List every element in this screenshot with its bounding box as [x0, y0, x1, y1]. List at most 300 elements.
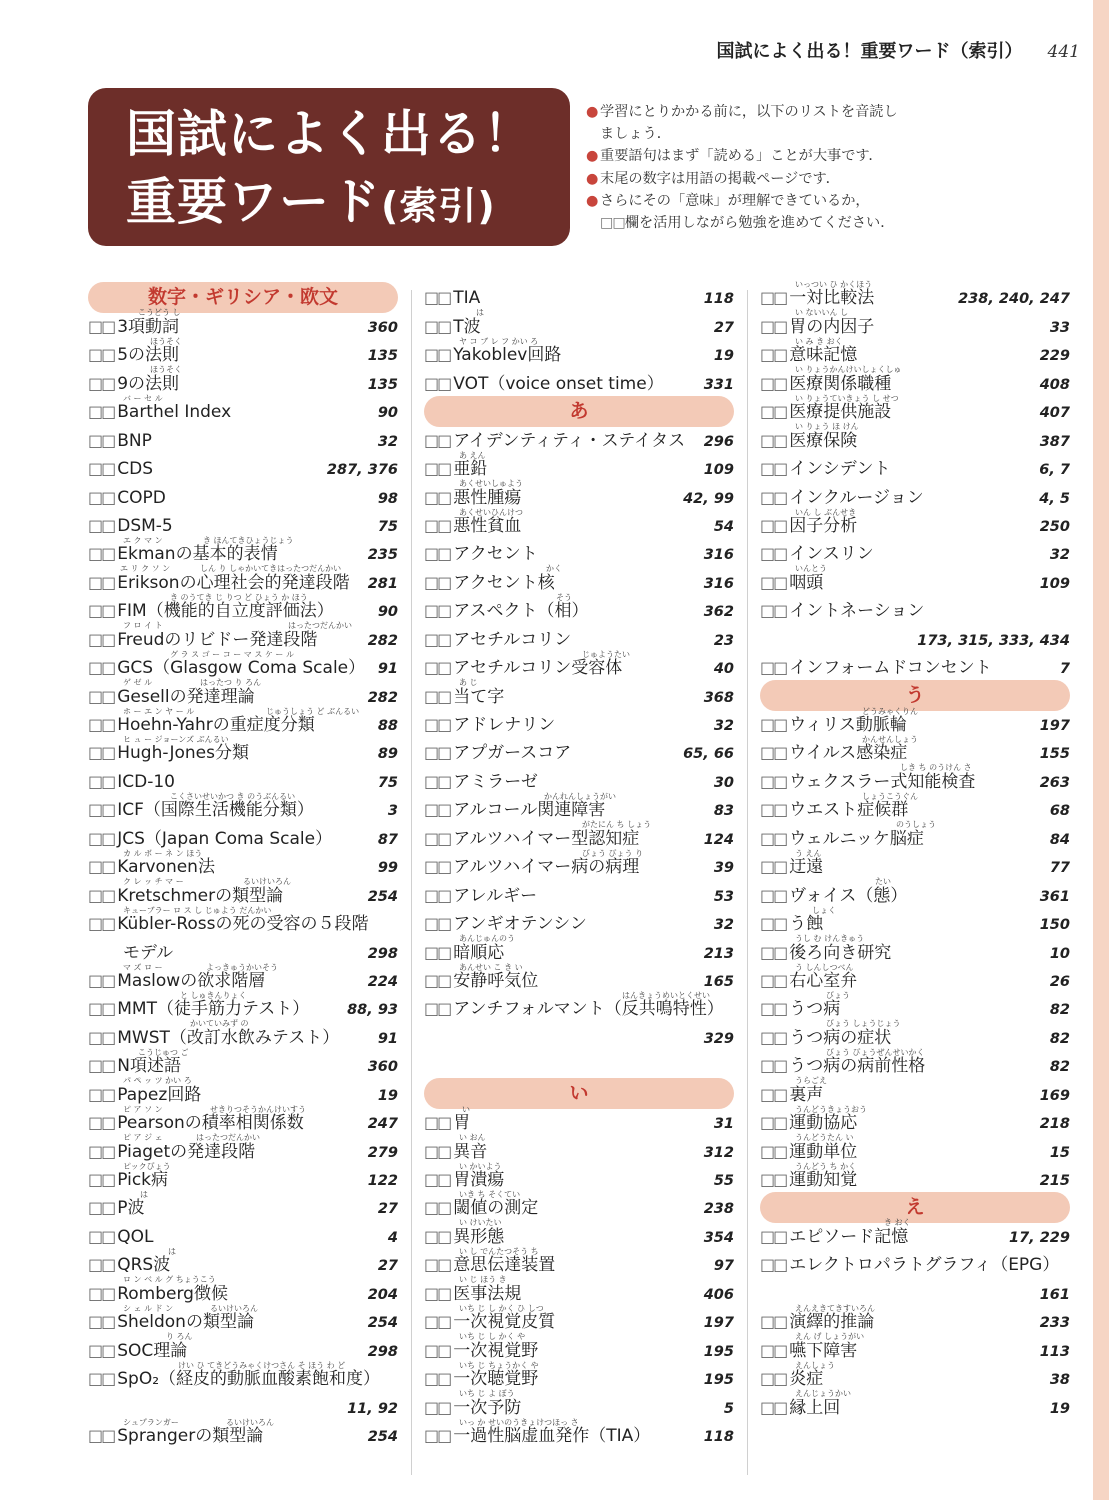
- checkbox-pair[interactable]: □□: [424, 743, 451, 763]
- checkbox-pair[interactable]: □□: [88, 487, 115, 507]
- index-term: [88, 829, 332, 849]
- ruby-text: ヒ ュ ー ジョーンズ ぶんるい: [123, 735, 229, 744]
- checkbox-pair[interactable]: □□: [424, 515, 451, 535]
- page-ref: 169: [1039, 1087, 1070, 1104]
- checkbox-pair[interactable]: □□: [424, 459, 451, 479]
- checkbox-pair[interactable]: □□: [424, 1255, 451, 1275]
- checkbox-pair[interactable]: □□: [424, 1283, 451, 1303]
- checkbox-pair[interactable]: □□: [760, 601, 787, 621]
- index-term: [424, 999, 724, 1019]
- index-term: [88, 886, 283, 906]
- checkbox-pair[interactable]: □□: [88, 1255, 115, 1275]
- checkbox-pair[interactable]: □□: [760, 402, 787, 422]
- ruby-text: いき ち そくてい: [459, 1190, 521, 1199]
- page-ref: 33: [1049, 319, 1070, 336]
- index-term: [760, 715, 907, 735]
- checkbox-pair[interactable]: □□: [424, 1369, 451, 1389]
- checkbox-pair[interactable]: □□: [424, 1198, 451, 1218]
- index-term-text: MMT（徒手筋力テスト）: [117, 999, 310, 1020]
- checkbox-pair[interactable]: □□: [424, 800, 451, 820]
- index-entry: [760, 1077, 1070, 1105]
- checkbox-pair[interactable]: □□: [88, 1170, 115, 1189]
- checkbox-pair[interactable]: □□: [760, 857, 787, 877]
- checkbox-pair[interactable]: □□: [88, 544, 115, 564]
- checkbox-pair[interactable]: □□: [424, 1340, 451, 1360]
- index-entry: [88, 1305, 398, 1333]
- index-term-text: アルツハイマー型認知症: [453, 828, 640, 849]
- ruby-text: い りょうかんけいしょくしゅ: [795, 365, 902, 375]
- checkbox-pair[interactable]: □□: [88, 1369, 115, 1389]
- checkbox-pair[interactable]: □□: [424, 1226, 451, 1246]
- index-entry: [88, 622, 398, 650]
- checkbox-pair[interactable]: □□: [424, 658, 451, 678]
- intro-text: 末尾の数字は用語の掲載ページです．: [600, 170, 840, 187]
- checkbox-pair[interactable]: □□: [88, 914, 115, 934]
- index-term-text: アスペクト（相）: [453, 601, 589, 622]
- index-term-text: アクセント核: [453, 572, 555, 593]
- index-term-text: うつ病: [789, 999, 841, 1020]
- checkbox-pair[interactable]: □□: [424, 1397, 451, 1417]
- index-entry: [88, 1248, 398, 1276]
- index-entry: [88, 1390, 398, 1418]
- checkbox-pair[interactable]: □□: [88, 1027, 115, 1047]
- checkbox-pair[interactable]: □□: [88, 715, 115, 734]
- checkbox-pair[interactable]: □□: [760, 1369, 787, 1389]
- checkbox-pair[interactable]: □□: [424, 544, 451, 564]
- index-term-text: ICD-10: [117, 771, 175, 792]
- index-term: [424, 800, 605, 820]
- checkbox-pair[interactable]: □□: [760, 1226, 787, 1246]
- page-ref: 17, 229: [1008, 1229, 1070, 1246]
- index-term: [760, 345, 857, 365]
- checkbox-pair[interactable]: □□: [88, 402, 115, 422]
- checkbox-pair[interactable]: □□: [760, 345, 787, 365]
- page-ref: 254: [367, 888, 398, 905]
- checkbox-pair[interactable]: □□: [88, 1084, 115, 1104]
- checkbox-pair[interactable]: □□: [88, 1056, 115, 1076]
- ruby-text: は: [476, 308, 484, 318]
- checkbox-pair[interactable]: □□: [760, 1113, 787, 1133]
- page-ref: 408: [1039, 376, 1070, 393]
- checkbox-pair[interactable]: □□: [424, 601, 451, 621]
- checkbox-pair[interactable]: □□: [760, 487, 787, 507]
- ruby-text: あくせいしゅよう: [459, 479, 523, 489]
- index-entry: [88, 1163, 398, 1191]
- checkbox-pair[interactable]: □□: [424, 288, 451, 308]
- index-term-text: ICF（国際生活機能分類）: [117, 800, 314, 821]
- section-heading: [760, 679, 1070, 707]
- checkbox-pair[interactable]: □□: [424, 1425, 451, 1445]
- page-ref: 235: [367, 547, 398, 564]
- page-ref: 213: [703, 945, 734, 962]
- index-term-text: アプガースコア: [453, 743, 572, 764]
- checkbox-pair[interactable]: □□: [424, 857, 451, 877]
- index-term-text: 異音: [453, 1141, 488, 1162]
- index-term-text: TIA: [453, 288, 481, 309]
- index-term-text: 炎症: [789, 1369, 824, 1390]
- checkbox-pair[interactable]: □□: [760, 743, 787, 763]
- index-term-text: 裏声: [789, 1084, 824, 1105]
- index-term: [424, 943, 504, 963]
- ruby-text: かんれんしょうがい: [544, 791, 616, 801]
- ruby-text: いち じ し かく ひ しつ: [459, 1303, 544, 1313]
- page-ref: 15: [1049, 1144, 1070, 1161]
- index-term: [424, 1198, 538, 1218]
- checkbox-pair[interactable]: □□: [88, 430, 115, 450]
- index-entry: [424, 679, 734, 707]
- index-term: [424, 743, 571, 763]
- checkbox-pair[interactable]: □□: [88, 1141, 115, 1161]
- page-ref: 113: [1039, 1343, 1070, 1360]
- intro-text: 重要語句はまず「読める」ことが大事です．: [600, 148, 883, 165]
- checkbox-pair[interactable]: □□: [760, 430, 787, 450]
- index-entry: [88, 1333, 398, 1361]
- checkbox-pair[interactable]: □□: [760, 373, 787, 393]
- ruby-text: ヤ コ ブ レ フ かい ろ: [459, 336, 539, 346]
- ruby-text: い し でんたつそう ち: [459, 1246, 539, 1256]
- index-term-text: Romberg徴候: [117, 1283, 228, 1304]
- index-entry: [88, 821, 398, 849]
- page-ref: 83: [713, 803, 734, 820]
- index-term: [760, 516, 857, 536]
- index-entry: [760, 1333, 1070, 1361]
- index-entry: [760, 1049, 1070, 1077]
- index-term: [424, 1426, 650, 1446]
- checkbox-pair[interactable]: □□: [760, 1027, 787, 1047]
- checkbox-pair[interactable]: □□: [88, 771, 115, 791]
- checkbox-pair[interactable]: □□: [424, 771, 451, 791]
- checkbox-pair[interactable]: □□: [760, 1141, 787, 1161]
- checkbox-pair[interactable]: □□: [760, 715, 787, 734]
- index-term-text: アイデンティティ・ステイタス: [453, 430, 686, 451]
- ruby-text: びょう びょうぜんせいかく: [826, 1047, 925, 1057]
- index-entry: [424, 281, 734, 309]
- checkbox-pair[interactable]: □□: [760, 1056, 787, 1076]
- index-term-text: Freudのリビドー発達段階: [117, 629, 318, 650]
- intro-item: [586, 190, 926, 234]
- page-ref: 82: [1049, 1059, 1070, 1076]
- title-box: [88, 88, 570, 246]
- index-entry: [88, 1049, 398, 1077]
- page-ref: 19: [1049, 1400, 1070, 1417]
- index-entry: [424, 622, 734, 650]
- page-ref: 40: [713, 661, 734, 678]
- ruby-text: シュプランガー: [123, 1417, 179, 1427]
- checkbox-pair[interactable]: □□: [424, 1170, 451, 1189]
- checkbox-pair[interactable]: □□: [88, 743, 115, 763]
- ruby-text: ゲ ゼ ル: [123, 678, 153, 688]
- index-entry: [88, 679, 398, 707]
- page-ref: 368: [703, 689, 734, 706]
- title-line-2-suffix: (索引): [381, 184, 496, 228]
- section-heading-label: い: [424, 1078, 734, 1109]
- checkbox-pair[interactable]: □□: [88, 515, 115, 535]
- index-term-text: T波: [453, 316, 481, 337]
- index-term: [760, 1028, 891, 1048]
- checkbox-icon: □□: [600, 215, 625, 232]
- index-term: [424, 1113, 470, 1133]
- ruby-text: ピ ア ソ ン: [123, 1104, 163, 1114]
- checkbox-pair[interactable]: □□: [88, 1425, 115, 1445]
- checkbox-pair[interactable]: □□: [760, 1084, 787, 1104]
- checkbox-pair[interactable]: □□: [424, 629, 451, 649]
- checkbox-pair[interactable]: □□: [424, 999, 451, 1019]
- ruby-text: がたにん ち しょう: [582, 820, 652, 830]
- page-ref: 118: [703, 1428, 734, 1445]
- index-term: [760, 1341, 857, 1361]
- index-term-text: 運動協応: [789, 1113, 858, 1134]
- page-ref: 122: [367, 1173, 398, 1189]
- checkbox-pair[interactable]: □□: [88, 1312, 115, 1332]
- page-ref: 27: [713, 319, 734, 336]
- index-term-text: MWST（改訂水飲みテスト）: [117, 1027, 340, 1048]
- index-entry: [424, 423, 734, 451]
- index-entry: [424, 1276, 734, 1304]
- intro-item: [586, 101, 926, 145]
- index-term: [88, 345, 179, 365]
- checkbox-pair[interactable]: □□: [88, 572, 115, 592]
- index-entry: [760, 992, 1070, 1020]
- checkbox-pair[interactable]: □□: [88, 373, 115, 393]
- ruby-text: ホ ー エ ン ヤ ー ル: [123, 706, 195, 716]
- checkbox-pair[interactable]: □□: [760, 658, 787, 678]
- bullet-icon: ●: [586, 170, 599, 187]
- checkbox-pair[interactable]: □□: [88, 970, 115, 990]
- page-ref: 30: [713, 774, 734, 791]
- page-ref: 282: [367, 632, 398, 649]
- page-ref: 27: [377, 1258, 398, 1275]
- checkbox-pair[interactable]: □□: [424, 914, 451, 934]
- index-entry: [760, 338, 1070, 366]
- ruby-text: バ ー セ ル: [123, 393, 163, 403]
- index-term: [760, 772, 975, 792]
- index-term: [760, 317, 874, 337]
- checkbox-pair[interactable]: □□: [760, 1340, 787, 1360]
- column-rule: [747, 290, 748, 1475]
- index-entry: [88, 1077, 398, 1105]
- index-term-text: Hugh-Jones分類: [117, 743, 249, 764]
- index-term: [424, 658, 622, 678]
- checkbox-pair[interactable]: □□: [424, 828, 451, 848]
- checkbox-pair[interactable]: □□: [760, 828, 787, 848]
- section-heading: [424, 1077, 734, 1105]
- index-entry: [760, 594, 1070, 622]
- ruby-text: ク レ ッ チ マ ー: [123, 877, 184, 887]
- checkbox-pair[interactable]: □□: [424, 715, 451, 734]
- ruby-text: あくせいひんけつ: [459, 507, 523, 517]
- checkbox-pair[interactable]: □□: [88, 629, 115, 649]
- index-entry: [424, 651, 734, 679]
- index-entry: [760, 764, 1070, 792]
- checkbox-pair[interactable]: □□: [760, 572, 787, 592]
- checkbox-pair[interactable]: □□: [760, 914, 787, 934]
- page-ref: 32: [713, 718, 734, 734]
- checkbox-pair[interactable]: □□: [424, 572, 451, 592]
- index-term-text: 亜鉛: [453, 459, 488, 480]
- index-term: [123, 943, 173, 963]
- checkbox-pair[interactable]: □□: [88, 316, 115, 336]
- checkbox-pair[interactable]: □□: [424, 345, 451, 365]
- index-entry: [760, 509, 1070, 537]
- checkbox-pair[interactable]: □□: [88, 459, 115, 479]
- section-heading-label: う: [760, 680, 1070, 711]
- page-ref: 124: [703, 831, 734, 848]
- page-ref: 250: [1039, 518, 1070, 535]
- checkbox-pair[interactable]: □□: [88, 658, 115, 678]
- checkbox-pair[interactable]: □□: [88, 601, 115, 621]
- index-term-text: うつ病の病前性格: [789, 1056, 926, 1077]
- checkbox-pair[interactable]: □□: [760, 1170, 787, 1189]
- checkbox-pair[interactable]: □□: [760, 1255, 787, 1275]
- page-ref: 90: [377, 604, 398, 621]
- checkbox-pair[interactable]: □□: [424, 487, 451, 507]
- index-term-text: う蝕: [789, 914, 824, 935]
- checkbox-pair[interactable]: □□: [760, 771, 787, 791]
- index-term-text: QOL: [117, 1226, 154, 1247]
- index-term: [88, 1170, 168, 1190]
- checkbox-pair[interactable]: □□: [88, 1226, 115, 1246]
- index-term-text: 暗順応: [453, 942, 505, 963]
- checkbox-pair[interactable]: □□: [88, 800, 115, 820]
- index-term: [424, 971, 538, 991]
- index-term: [760, 488, 924, 508]
- checkbox-pair[interactable]: □□: [760, 515, 787, 535]
- index-entry: [88, 395, 398, 423]
- checkbox-pair[interactable]: □□: [424, 970, 451, 990]
- index-term: [88, 431, 152, 451]
- ruby-text: き のうてき じ りつ ど ひょう か ほう: [170, 592, 308, 602]
- checkbox-pair[interactable]: □□: [424, 373, 451, 393]
- index-entry: [88, 1134, 398, 1162]
- ruby-text: じゅうしょう ど ぶんるい: [266, 706, 360, 716]
- spacer: [424, 1049, 734, 1077]
- index-term: [424, 1341, 538, 1361]
- checkbox-pair[interactable]: □□: [88, 828, 115, 848]
- ruby-text: う えん: [795, 848, 822, 858]
- page-ref: 118: [703, 291, 734, 308]
- ruby-text: カ ル ボ ー ネ ン ほう: [123, 848, 203, 858]
- page-ref: 4, 5: [1039, 490, 1070, 507]
- checkbox-pair[interactable]: □□: [760, 316, 787, 336]
- index-term-text: 一次視覚野: [453, 1340, 539, 1361]
- checkbox-pair[interactable]: □□: [88, 999, 115, 1019]
- checkbox-pair[interactable]: □□: [424, 316, 451, 336]
- index-entry: [424, 907, 734, 935]
- page-ref: 263: [1039, 774, 1070, 791]
- page-ref: 89: [377, 746, 398, 763]
- checkbox-pair[interactable]: □□: [760, 459, 787, 479]
- index-entry: [424, 964, 734, 992]
- checkbox-pair[interactable]: □□: [88, 885, 115, 905]
- checkbox-pair[interactable]: □□: [760, 942, 787, 962]
- page-ref: 5: [723, 1400, 734, 1417]
- index-entry: [424, 764, 734, 792]
- page-ref: 53: [713, 888, 734, 905]
- ruby-text: えんえきてきすいろん: [795, 1303, 875, 1313]
- index-term: [88, 658, 365, 678]
- ruby-text: うらごえ: [795, 1076, 827, 1086]
- index-term-text: 運動単位: [789, 1141, 858, 1162]
- page-ref: 316: [703, 547, 734, 564]
- checkbox-pair[interactable]: □□: [88, 1198, 115, 1218]
- index-term-text: アドレナリン: [453, 715, 556, 735]
- checkbox-pair[interactable]: □□: [760, 1312, 787, 1332]
- checkbox-pair[interactable]: □□: [760, 885, 787, 905]
- ruby-text: い おん: [459, 1133, 486, 1143]
- index-entry: [424, 1163, 734, 1191]
- index-term-text: 医療関係職種: [789, 373, 892, 394]
- checkbox-pair[interactable]: □□: [88, 345, 115, 365]
- checkbox-pair[interactable]: □□: [88, 686, 115, 706]
- checkbox-pair[interactable]: □□: [760, 1397, 787, 1417]
- checkbox-pair[interactable]: □□: [424, 430, 451, 450]
- index-term: [424, 1312, 555, 1332]
- index-term-text: 迂遠: [789, 857, 824, 878]
- page-ref: 3: [387, 803, 398, 820]
- checkbox-pair[interactable]: □□: [424, 1141, 451, 1161]
- index-term-text: インフォームドコンセント: [789, 658, 992, 679]
- page-ref: 254: [367, 1428, 398, 1445]
- index-entry: [424, 309, 734, 337]
- checkbox-pair[interactable]: □□: [760, 288, 787, 308]
- checkbox-pair[interactable]: □□: [88, 1113, 115, 1133]
- checkbox-pair[interactable]: □□: [760, 999, 787, 1019]
- intro-notes: [586, 101, 926, 234]
- index-column-2: [424, 281, 734, 1447]
- index-entry: [88, 338, 398, 366]
- index-entry: [760, 736, 1070, 764]
- section-heading: [424, 395, 734, 423]
- index-entry: [424, 1106, 734, 1134]
- page-ref: 97: [713, 1258, 734, 1275]
- index-term-text: 右心室弁: [789, 970, 858, 991]
- index-entry: [760, 793, 1070, 821]
- checkbox-pair[interactable]: □□: [760, 544, 787, 564]
- page-ref: 233: [1039, 1315, 1070, 1332]
- index-entry: [424, 1390, 734, 1418]
- checkbox-pair[interactable]: □□: [760, 970, 787, 990]
- checkbox-pair[interactable]: □□: [88, 1340, 115, 1360]
- index-term: [760, 1085, 823, 1105]
- index-term: [424, 601, 589, 621]
- index-term: [760, 431, 857, 451]
- index-entry: [88, 850, 398, 878]
- checkbox-pair[interactable]: □□: [760, 800, 787, 820]
- index-term-text: ウェルニッケ脳症: [789, 828, 924, 849]
- index-term: [88, 1085, 201, 1105]
- ruby-text: どうみゃくりん: [862, 706, 918, 716]
- checkbox-pair[interactable]: □□: [88, 857, 115, 877]
- index-term: [760, 1312, 874, 1332]
- checkbox-pair[interactable]: □□: [424, 1113, 451, 1133]
- index-term-text: QRS波: [117, 1255, 171, 1276]
- checkbox-pair[interactable]: □□: [424, 1312, 451, 1332]
- ruby-text: こうじゅつ ご: [138, 1047, 189, 1057]
- index-entry: [760, 1134, 1070, 1162]
- index-term-text: うつ病の症状: [789, 1027, 892, 1048]
- ruby-text: ロ ン ベ ル グ ちょうこう: [123, 1275, 216, 1285]
- ruby-text: のうしょう: [896, 820, 936, 830]
- checkbox-pair[interactable]: □□: [424, 942, 451, 962]
- checkbox-pair[interactable]: □□: [88, 1283, 115, 1303]
- page-ref: 90: [377, 405, 398, 422]
- ruby-text: いっ か せいのうきょけつほっ さ: [459, 1417, 579, 1427]
- checkbox-pair[interactable]: □□: [424, 686, 451, 706]
- checkbox-pair[interactable]: □□: [424, 885, 451, 905]
- index-term-text: 3項動詞: [117, 316, 180, 337]
- page-ref: 298: [367, 1343, 398, 1360]
- page-ref: 39: [713, 860, 734, 877]
